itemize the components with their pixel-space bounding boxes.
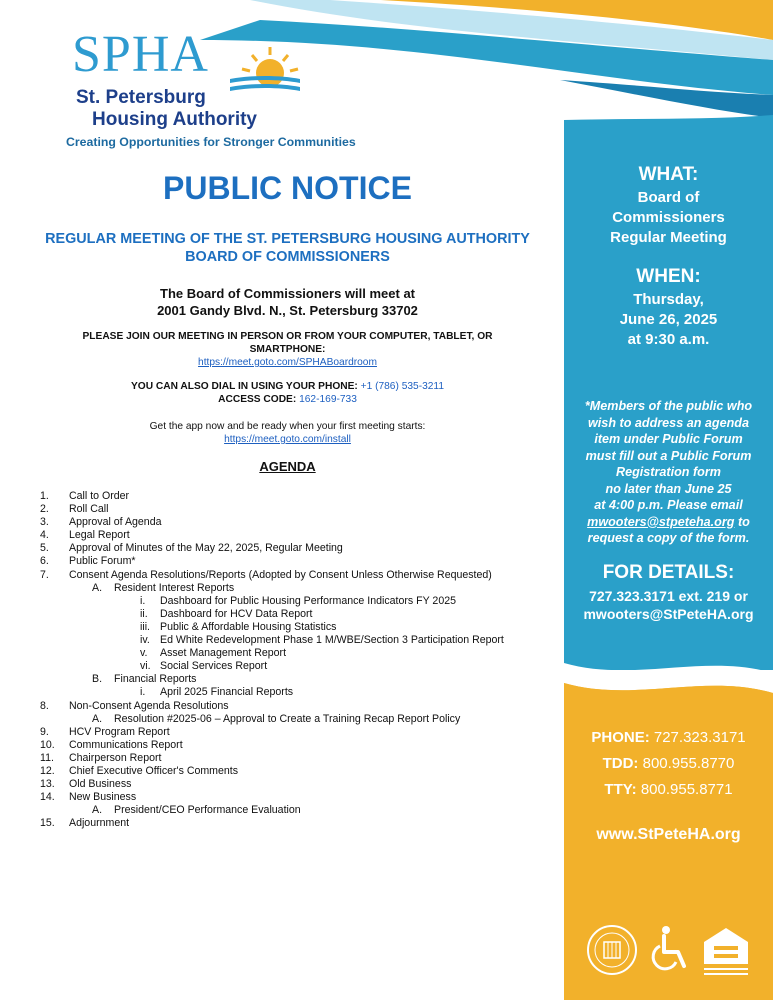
join-line-1: PLEASE JOIN OUR MEETING IN PERSON OR FROM YOUR COMPUTER, TABLET, OR [82,331,493,342]
spha-logo [62,25,356,150]
what-line-1: Board of [637,189,700,206]
note-line-2: wish to address an agenda [588,415,749,430]
agenda-item-number: ii. [140,607,148,620]
agenda-item-number: 7. [40,568,49,581]
agenda-item-text: Chairperson Report [69,751,162,764]
note-line-9: request a copy of the form. [587,531,750,545]
logo-tagline: Creating Opportunities for Stronger Communities [66,135,356,149]
what-line-3: Regular Meeting [610,229,727,246]
meeting-location-line-1: The Board of Commissioners will meet at [160,286,415,301]
dial-number[interactable]: +1 (786) 535-3211 [360,381,444,392]
subtitle-line-1: REGULAR MEETING OF THE ST. PETERSBURG HOUSING AUTHORITY [45,231,530,247]
sidebar-wave-graphic [564,653,773,713]
note-line-7: at 4:00 p.m. Please email [594,498,743,512]
details-email: mwooters@StPeteHA.org [583,606,754,622]
logo-name-line-2: Housing Authority [92,109,257,130]
note-line-1: *Members of the public who [584,399,753,413]
what-heading: WHAT: [638,164,699,185]
join-line-2: SMARTPHONE: [249,344,326,355]
agenda-item-number: vi. [140,660,151,673]
agenda-item-number: iv. [140,634,150,647]
note-line-6: no later than June 25 [605,481,732,496]
agenda-item-text: Approval of Minutes of the May 22, 2025, Regular Meeting [69,542,343,555]
agenda-item [40,739,570,752]
agenda-item-number: 3. [40,516,49,529]
details-section [564,562,773,623]
agenda-item-number: 10. [40,738,55,751]
hud-seal-icon [588,926,636,974]
agenda-item-number: 2. [40,503,49,516]
agenda-item-number: 15. [40,817,55,830]
sunrise-icon [230,45,300,93]
agenda-item-text: Dashboard for Public Housing Performance Indicators FY 2025 [160,594,456,607]
agenda-item [40,660,570,673]
note-email-link[interactable]: mwooters@stpeteha.org [587,514,735,529]
agenda-item-text: Financial Reports [114,673,197,686]
agenda-item-text: Adjournment [69,817,130,830]
accessibility-logos [584,920,754,980]
contact-numbers [564,725,773,803]
note-line-3: item under Public Forum [594,432,743,446]
when-line-1: Thursday, [633,291,704,308]
agenda-item-text: Resolution #2025-06 – Approval to Create a Training Recap Report Policy [114,712,461,725]
agenda-item [40,778,570,791]
logo-abbreviation: SPHA [72,26,209,83]
meeting-location [20,285,555,319]
agenda-item-text: Ed White Redevelopment Phase 1 M/WBE/Section 3 Participation Report [160,634,504,647]
phone-label: PHONE: [591,729,650,746]
agenda-item-text: April 2025 Financial Reports [160,686,294,699]
agenda-item [40,608,570,621]
note-to: to [737,514,750,529]
agenda-item [40,817,570,830]
agenda-list [40,490,570,830]
agenda-item-text: Social Services Report [160,660,268,673]
agenda-item-text: Public & Affordable Housing Statistics [160,620,337,633]
agenda-item [40,516,570,529]
agenda-item-text: Resident Interest Reports [114,581,235,594]
tdd-number: 800.955.8770 [642,755,735,772]
details-heading: FOR DETAILS: [602,562,735,583]
phone-number: 727.323.3171 [653,729,746,746]
agenda-item-number: B. [92,673,103,686]
agenda-item-number: 6. [40,555,49,568]
details-phone: 727.323.3171 ext. 219 or [589,588,748,604]
meeting-link[interactable]: https://meet.goto.com/SPHABoardroom [198,357,377,368]
agenda-item [40,621,570,634]
agenda-item-number: iii. [140,620,151,633]
agenda-heading: AGENDA [259,459,316,474]
agenda-item-number: A. [92,712,103,725]
note-line-4: must fill out a Public Forum [585,448,752,463]
agenda-item-text: President/CEO Performance Evaluation [114,804,301,817]
agenda-item-text: Consent Agenda Resolutions/Reports (Adopted by Consent Unless Otherwise Requested) [69,568,492,581]
meeting-address: 2001 Gandy Blvd. N., St. Petersburg 33702 [157,303,418,318]
dial-in-info [20,380,555,406]
agenda-item-text: Roll Call [69,503,109,516]
agenda-item-text: New Business [69,791,137,804]
agenda-item [40,752,570,765]
event-sidebar [564,148,773,1000]
agenda-item-text: Non-Consent Agenda Resolutions [69,699,229,712]
when-date: June 26, 2025 [619,311,718,328]
agenda-item-text: Old Business [69,778,132,791]
agenda-item-text: Public Forum* [69,555,136,568]
join-instructions [20,330,555,369]
app-text: Get the app now and be ready when your first meeting starts: [149,421,426,432]
tty-number: 800.955.8771 [640,781,733,798]
agenda-item-number: 12. [40,764,55,777]
agenda-item [40,503,570,516]
what-line-2: Commissioners [612,209,725,226]
agenda-item-number: 13. [40,778,55,791]
agenda-item-number: 8. [40,699,49,712]
equal-housing-icon [704,928,748,975]
agenda-item [40,582,570,595]
agenda-item [40,634,570,647]
agenda-item-text: Chief Executive Officer's Comments [69,764,239,777]
when-section [564,266,773,350]
agenda-item-text: Dashboard for HCV Data Report [160,607,313,620]
agenda-item [40,791,570,804]
dial-label: YOU CAN ALSO DIAL IN USING YOUR PHONE: [131,381,358,392]
when-heading: WHEN: [636,266,701,287]
when-time: at 9:30 a.m. [627,331,710,348]
agenda-item [40,765,570,778]
agenda-item-text: Approval of Agenda [69,516,162,529]
agenda-item [40,700,570,713]
agenda-item-number: 14. [40,791,55,804]
agenda-item [40,490,570,503]
tty-label: TTY: [604,781,637,798]
what-section [564,164,773,248]
agenda-item-text: Communications Report [69,738,183,751]
app-install-link[interactable]: https://meet.goto.com/install [224,434,351,445]
agenda-item [40,595,570,608]
agenda-item-number: 1. [40,490,49,502]
tdd-label: TDD: [602,755,639,772]
app-info [20,420,555,446]
subtitle-line-2: BOARD OF COMMISSIONERS [185,249,390,265]
agenda-item-number: 5. [40,542,49,555]
agenda-item-number: A. [92,804,103,817]
agenda-item [40,673,570,686]
agenda-item-number: i. [140,686,146,699]
agenda-item [40,569,570,582]
agenda-item [40,686,570,699]
wheelchair-icon [653,926,684,969]
agenda-item-text: Call to Order [69,490,130,502]
agenda-item-text: HCV Program Report [69,725,170,738]
logo-name-line-1: St. Petersburg [76,87,206,108]
notice-subtitle [20,230,555,266]
agenda-item [40,726,570,739]
agenda-item-number: A. [92,581,103,594]
agenda-item-text: Legal Report [69,529,130,542]
note-line-5: Registration form [616,465,721,479]
agenda-item [40,529,570,542]
agenda-item-text: Asset Management Report [160,647,287,660]
public-forum-note [564,398,773,547]
agenda-item-number: i. [140,594,146,607]
agenda-item [40,542,570,555]
page-title: PUBLIC NOTICE [163,170,412,206]
agenda-item [40,713,570,726]
agenda-item [40,555,570,568]
website-link[interactable]: www.StPeteHA.org [596,826,741,843]
agenda-item-number: v. [140,647,148,660]
agenda-item [40,804,570,817]
agenda-item-number: 9. [40,725,49,738]
access-code-label: ACCESS CODE: [218,394,297,405]
agenda-item-number: 4. [40,529,49,542]
agenda-item [40,647,570,660]
access-code: 162-169-733 [299,394,357,405]
agenda-item-number: 11. [40,751,54,764]
